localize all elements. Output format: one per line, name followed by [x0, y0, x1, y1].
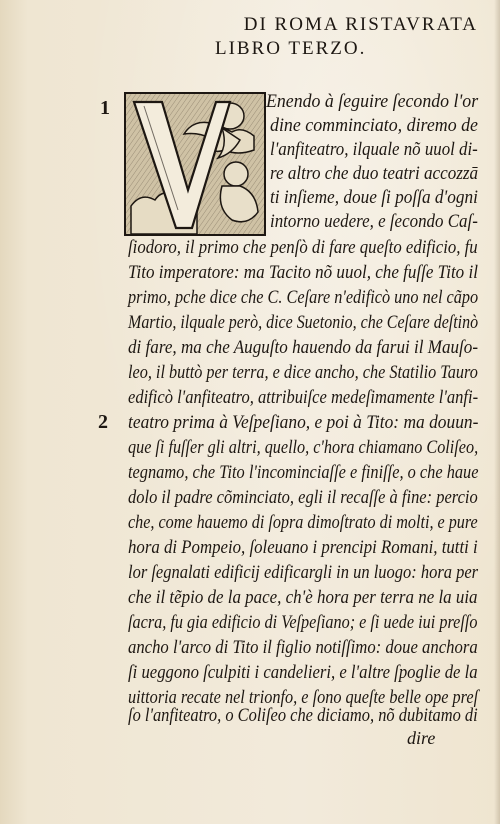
- catchword: dire: [407, 728, 436, 748]
- text-line: hora di Pompeio, ſoleuano i prencipi Romani, tutti i: [128, 538, 478, 558]
- text-line: che il tẽpio de la pace, ch'è hora per terra ne la uia: [128, 588, 478, 608]
- text-line: re altro che duo teatri accozzā: [270, 164, 479, 184]
- text-line: ſo l'anfiteatro, o Coliſeo che diciamo, nõ dubitamo di: [128, 706, 478, 726]
- decorated-initial-letter: [124, 92, 266, 236]
- text-line: leo, il buttò per terra, e dice ancho, che Statilio Tauro: [128, 363, 478, 383]
- text-line: intorno uedere, e ſecondo Caſ-: [270, 212, 478, 232]
- text-line: l'anfiteatro, ilquale nõ uuol di-: [270, 140, 478, 160]
- text-line: ti inſieme, doue ſi poſſa d'ogni: [270, 188, 478, 208]
- text-line: ancho l'arco di Tito il figlio notiſſimo: doue anchora: [128, 638, 478, 658]
- decorated-initial-illustration: [126, 94, 264, 234]
- running-header-book: LIBRO TERZO.: [215, 38, 367, 59]
- text-line: uittoria recate nel trionfo, e ſono queſte belle ope preſ: [128, 688, 479, 708]
- text-line: edificò l'anfiteatro, attribuiſce medeſimamente l'anfi-: [128, 388, 479, 408]
- text-line: primo, pche dice che C. Ceſare n'edificò uno nel cãpo: [128, 288, 479, 308]
- text-line: dine comminciato, diremo de: [270, 116, 479, 136]
- text-line: tegnamo, che Tito l'incominciaſſe e finiſſe, o che haue: [128, 463, 479, 483]
- text-line: Martio, ilquale però, dice Suetonio, che Ceſare deſtinò: [128, 313, 479, 333]
- text-line: teatro prima à Veſpeſiano, e poi à Tito: ma douun-: [128, 413, 479, 433]
- running-header-title: DI ROMA RISTAVRATA: [243, 14, 478, 35]
- text-line: di fare, ma che Auguſto hauendo da farui il Mauſo-: [128, 338, 479, 358]
- text-line: lor ſegnalati edificij edificargli in un luogo: hora per: [128, 563, 479, 583]
- text-line: che, come hauemo di ſopra dimoſtrato di molti, e pure: [128, 513, 478, 533]
- text-line: que ſi fuſſer gli altri, quello, c'hora chiamano Coliſeo,: [128, 438, 479, 458]
- page-edge-shadow: [494, 0, 500, 824]
- text-line: ſacra, fu gia edificio di Veſpeſiano; e ſi uede iui preſſo: [128, 613, 478, 633]
- margin-number: 1: [100, 97, 110, 119]
- text-line: Tito imperatore: ma Tacito nõ uuol, che fuſſe Tito il: [128, 263, 478, 283]
- text-line: Enendo à ſeguire ſecondo l'or: [266, 92, 479, 112]
- text-line: ſiodoro, il primo che penſò di fare queſto edificio, fu: [128, 238, 478, 258]
- text-line: dolo il padre cõminciato, egli il recaſſe à fine: percio: [128, 488, 478, 508]
- margin-number: 2: [98, 411, 108, 433]
- text-line: ſi ueggono ſculpiti i candelieri, e l'altre ſpoglie de la: [128, 663, 478, 683]
